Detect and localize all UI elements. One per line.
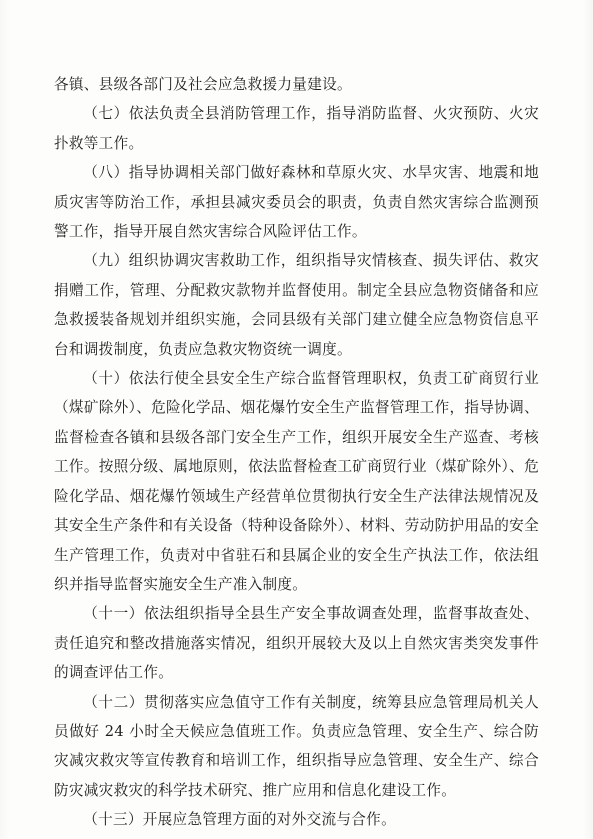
paragraph-item-8: （八）指导协调相关部门做好森林和草原火灾、水旱灾害、地震和地质灾害等防治工作，承担县减灾委员会的职责，负责自然灾害综合监测预警工作，指导开展自然灾害综合风险评估工作。 (54, 164, 539, 241)
paragraph-item-12: （十二）贯彻落实应急值守工作有关制度，统筹县应急管理局机关人员做好 24 小时全天候应急值班工作。负责应急管理、安全生产、综合防灾减灾救灾等宣传教育和培训工作，组织指导应急管理、安全生产、综合防灾减灾救灾的科学技术研究、推广应用和信息化建设工作。 (54, 693, 539, 799)
paragraph-item-13: （十三）开展应急管理方面的对外交流与合作。 (83, 811, 396, 829)
paragraph-item-11: （十一）依法组织指导全县生产安全事故调查处理，监督事故查处、责任追究和整改措施落实情况，组织开展较大及以上自然灾害类突发事件的调查评估工作。 (54, 605, 539, 682)
paragraph-item-7: （七）依法负责全县消防管理工作，指导消防监督、火灾预防、火灾扑救等工作。 (54, 105, 539, 152)
paragraph-continuation: 各镇、县级各部门及社会应急救援力量建设。 (54, 76, 352, 93)
paragraph-item-9: （九）组织协调灾害救助工作，组织指导灾情核查、损失评估、救灾捐赠工作，管理、分配救灾款物并监督使用。制定全县应急物资储备和应急救援装备规划并组织实施，会同县级有关部门建立健全应急物资信息平台和调拨制度，负责应急救灾物资统一调度。 (54, 252, 539, 358)
paragraph-item-10: （十）依法行使全县安全生产综合监督管理职权，负责工矿商贸行业（煤矿除外）、危险化学品、烟花爆竹安全生产监督管理工作，指导协调、监督检查各镇和县级各部门安全生产工作，组织开展安全生产巡查、考核工作。按照分级、属地原则，依法监督检查工矿商贸行业（煤矿除外）、危险化学品、烟花爆竹领域生产经营单位贯彻执行安全生产法律法规情况及其安全生产条件和有关设备（特种设备除外）、材料、劳动防护用品的安全生产管理工作，负责对中省驻石和县属企业的安全生产执法工作，依法组织并指导监督实施安全生产准入制度。 (54, 370, 539, 593)
